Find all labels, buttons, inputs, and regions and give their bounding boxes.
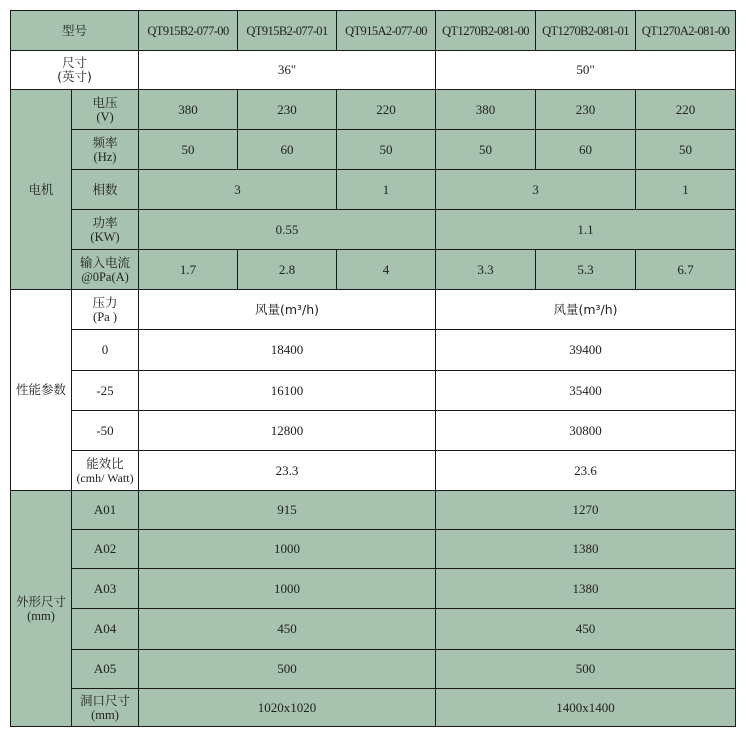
airflow-value: 39400 [436, 330, 736, 371]
airflow-row [11, 371, 736, 411]
frequency-value: 60 [238, 130, 337, 170]
model-4: QT1270B2-081-00 [436, 11, 536, 51]
dimension-label: A03 [72, 569, 139, 609]
phase-value: 3 [436, 170, 636, 210]
model-3: QT915A2-077-00 [337, 11, 436, 51]
model-6: QT1270A2-081-00 [636, 11, 736, 51]
dimension-row [11, 491, 736, 530]
phase-row [11, 170, 736, 210]
voltage-value: 230 [238, 90, 337, 130]
pressure-value: -25 [72, 371, 139, 411]
dimension-value: 1000 [139, 530, 436, 569]
opening-label: 洞口尺寸 (mm) [72, 689, 139, 727]
header-row [11, 11, 736, 51]
airflow-value: 30800 [436, 411, 736, 451]
frequency-value: 50 [436, 130, 536, 170]
airflow-header: 风量(m³/h) [139, 290, 436, 330]
current-value: 1.7 [139, 250, 238, 290]
model-label: 型号 [11, 11, 139, 51]
airflow-value: 16100 [139, 371, 436, 411]
airflow-row [11, 330, 736, 371]
current-value: 2.8 [238, 250, 337, 290]
frequency-value: 50 [337, 130, 436, 170]
efficiency-row [11, 451, 736, 491]
dimension-row [11, 530, 736, 569]
current-value: 3.3 [436, 250, 536, 290]
size-row [11, 51, 736, 90]
dimension-label: A02 [72, 530, 139, 569]
voltage-value: 380 [139, 90, 238, 130]
spec-table [10, 10, 736, 727]
current-row [11, 250, 736, 290]
power-value: 0.55 [139, 210, 436, 250]
phase-value: 1 [636, 170, 736, 210]
current-value: 6.7 [636, 250, 736, 290]
dimension-label: A01 [72, 491, 139, 530]
dimension-label: A05 [72, 650, 139, 689]
size-36: 36" [139, 51, 436, 90]
dimension-value: 500 [139, 650, 436, 689]
frequency-value: 60 [536, 130, 636, 170]
frequency-row [11, 130, 736, 170]
current-value: 5.3 [536, 250, 636, 290]
dimension-value: 1270 [436, 491, 736, 530]
voltage-row [11, 90, 736, 130]
pressure-header-row [11, 290, 736, 330]
dimension-value: 1000 [139, 569, 436, 609]
dimension-row [11, 650, 736, 689]
airflow-value: 18400 [139, 330, 436, 371]
voltage-value: 220 [636, 90, 736, 130]
performance-group-label: 性能参数 [11, 290, 72, 491]
airflow-row [11, 411, 736, 451]
efficiency-value: 23.3 [139, 451, 436, 491]
pressure-value: 0 [72, 330, 139, 371]
frequency-label: 频率 (Hz) [72, 130, 139, 170]
dimension-value: 1380 [436, 569, 736, 609]
power-row [11, 210, 736, 250]
dimension-value: 450 [139, 609, 436, 650]
airflow-header: 风量(m³/h) [436, 290, 736, 330]
airflow-value: 35400 [436, 371, 736, 411]
dimension-value: 915 [139, 491, 436, 530]
phase-value: 3 [139, 170, 337, 210]
size-label: 尺寸 (英寸) [11, 51, 139, 90]
dimension-row [11, 609, 736, 650]
model-2: QT915B2-077-01 [238, 11, 337, 51]
motor-group-label: 电机 [11, 90, 72, 290]
opening-value: 1020x1020 [139, 689, 436, 727]
current-value: 4 [337, 250, 436, 290]
voltage-value: 230 [536, 90, 636, 130]
dimension-value: 1380 [436, 530, 736, 569]
voltage-value: 220 [337, 90, 436, 130]
power-value: 1.1 [436, 210, 736, 250]
power-label: 功率 (KW) [72, 210, 139, 250]
pressure-label: 压力 (Pa ) [72, 290, 139, 330]
model-1: QT915B2-077-00 [139, 11, 238, 51]
opening-value: 1400x1400 [436, 689, 736, 727]
voltage-value: 380 [436, 90, 536, 130]
opening-row [11, 689, 736, 727]
efficiency-value: 23.6 [436, 451, 736, 491]
dimension-label: A04 [72, 609, 139, 650]
phase-value: 1 [337, 170, 436, 210]
model-5: QT1270B2-081-01 [536, 11, 636, 51]
frequency-value: 50 [139, 130, 238, 170]
dimensions-group-label: 外形尺寸 (mm) [11, 491, 72, 727]
frequency-value: 50 [636, 130, 736, 170]
airflow-value: 12800 [139, 411, 436, 451]
phase-label: 相数 [72, 170, 139, 210]
dimension-value: 450 [436, 609, 736, 650]
dimension-row [11, 569, 736, 609]
size-50: 50" [436, 51, 736, 90]
dimension-value: 500 [436, 650, 736, 689]
current-label: 输入电流 @0Pa(A) [72, 250, 139, 290]
voltage-label: 电压 (V) [72, 90, 139, 130]
pressure-value: -50 [72, 411, 139, 451]
efficiency-label: 能效比 (cmh/ Watt) [72, 451, 139, 491]
